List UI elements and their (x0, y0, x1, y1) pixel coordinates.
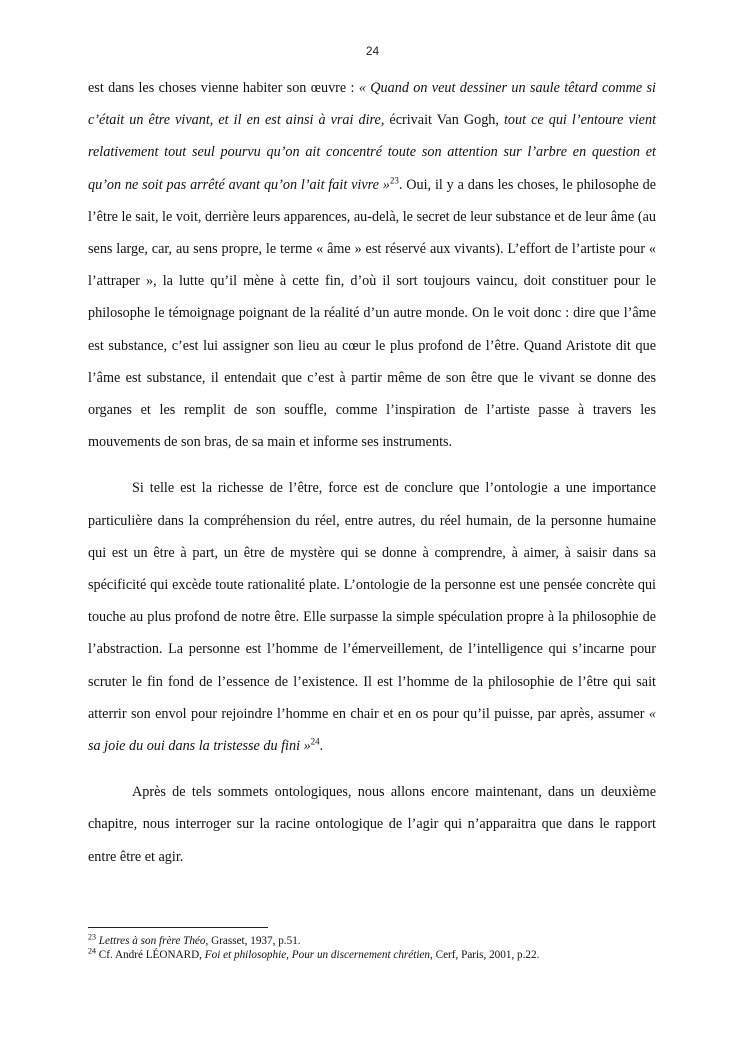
p1-text-a: est dans les choses vienne habiter son œuvre : (88, 80, 359, 96)
p1-quote-1: « Quand on veut dessiner un saule têtard comme si c’était un être vivant, et il en est ainsi à vrai dire, (88, 80, 656, 129)
footnote-separator (88, 927, 268, 928)
p1-text-c: . Oui, il y a dans les choses, le philosophe de l’être le sait, le voit, derrière leurs apparences, au-delà, le secret de leur substance et de leur âme (au sens large, car, au sens propre, le terme « âme » est réservé aux vivants). L’effort de l’artiste pour « l’attraper », la lutte qu’il mène à cette fin, d’où il sort toujours vaincu, doit constituer pour le philosophe le témoignage poignant de la réalité d’un autre monde. On le voit donc : dire que l’âme est substance, c’est lui assigner son lieu au cœur le plus profond de l’être. Quand Aristote dit que l’âme est substance, il entendait que c’est à partir même de son être que le vivant se donne des organes et les remplit de son souffle, comme l’inspiration de l’artiste passe à travers les mouvements de son bras, de sa main et informe ses instruments. (88, 176, 656, 451)
footnotes (88, 934, 688, 963)
paragraph-2 (88, 472, 656, 762)
p1-quote-2: tout ce qui l’entoure vient relativement tout seul pourvu qu’on ait concentré toute son attention sur l’arbre en question et qu’on ne soit pas arrêté avant qu’on l’ait fait vivre » (88, 112, 657, 193)
body-text (88, 72, 656, 873)
footnote-source: , Cerf, Paris, 2001, p.22. (430, 949, 540, 962)
p2-text-end: . (319, 738, 324, 755)
footnote-source: Grasset, 1937, p.51. (208, 935, 301, 947)
footnote-prefix: Cf. André LÉONARD, (96, 949, 205, 962)
footnote-24 (88, 948, 688, 962)
footnote-title: Lettres à son frère Théo, (98, 935, 209, 947)
footnote-number: 23 (88, 932, 96, 942)
footnote-title: Foi et philosophie, Pour un discernement chrétien (204, 949, 431, 962)
p1-text-b: écrivait Van Gogh, (384, 112, 504, 129)
paragraph-3: Après de tels sommets ontologiques, nous allons encore maintenant, dans un deuxième chapitre, nous interroger sur la racine ontologique de l’agir qui n’apparaitra que dans le rapport entre être et agir. (88, 784, 656, 865)
footnote-ref-24[interactable]: 24 (310, 736, 320, 747)
footnote-23 (88, 934, 688, 948)
p2-quote: « sa joie du oui dans la tristesse du fini » (88, 705, 656, 755)
p2-text-a: Si telle est la richesse de l’être, force est de conclure que l’ontologie a une importance particulière dans la compréhension du réel, entre autres, du réel humain, de la personne humaine qui est un être à part, un être de mystère qui se donne à comprendre, à aimer, à saisir dans sa spécificité qui excède toute rationalité plate. L’ontologie de la personne est une pensée concrète qui touche au plus profond de notre être. Elle surpasse la simple spéculation propre à la philosophie de l’abstraction. La personne est l’homme de l’émerveillement, de l’intelligence qui s’incarne pour scruter le fin fond de l’essence de l’existence. Il est l’homme de la philosophie de l’être qui sait atterrir son envol pour rejoindre l’homme en chair et en os pour qu’il puisse, par après, assumer (88, 480, 656, 722)
page-number: 24 (365, 44, 380, 58)
paragraph-1 (88, 72, 656, 458)
footnote-ref-23[interactable]: 23 (389, 174, 399, 185)
footnote-number: 24 (88, 946, 96, 956)
